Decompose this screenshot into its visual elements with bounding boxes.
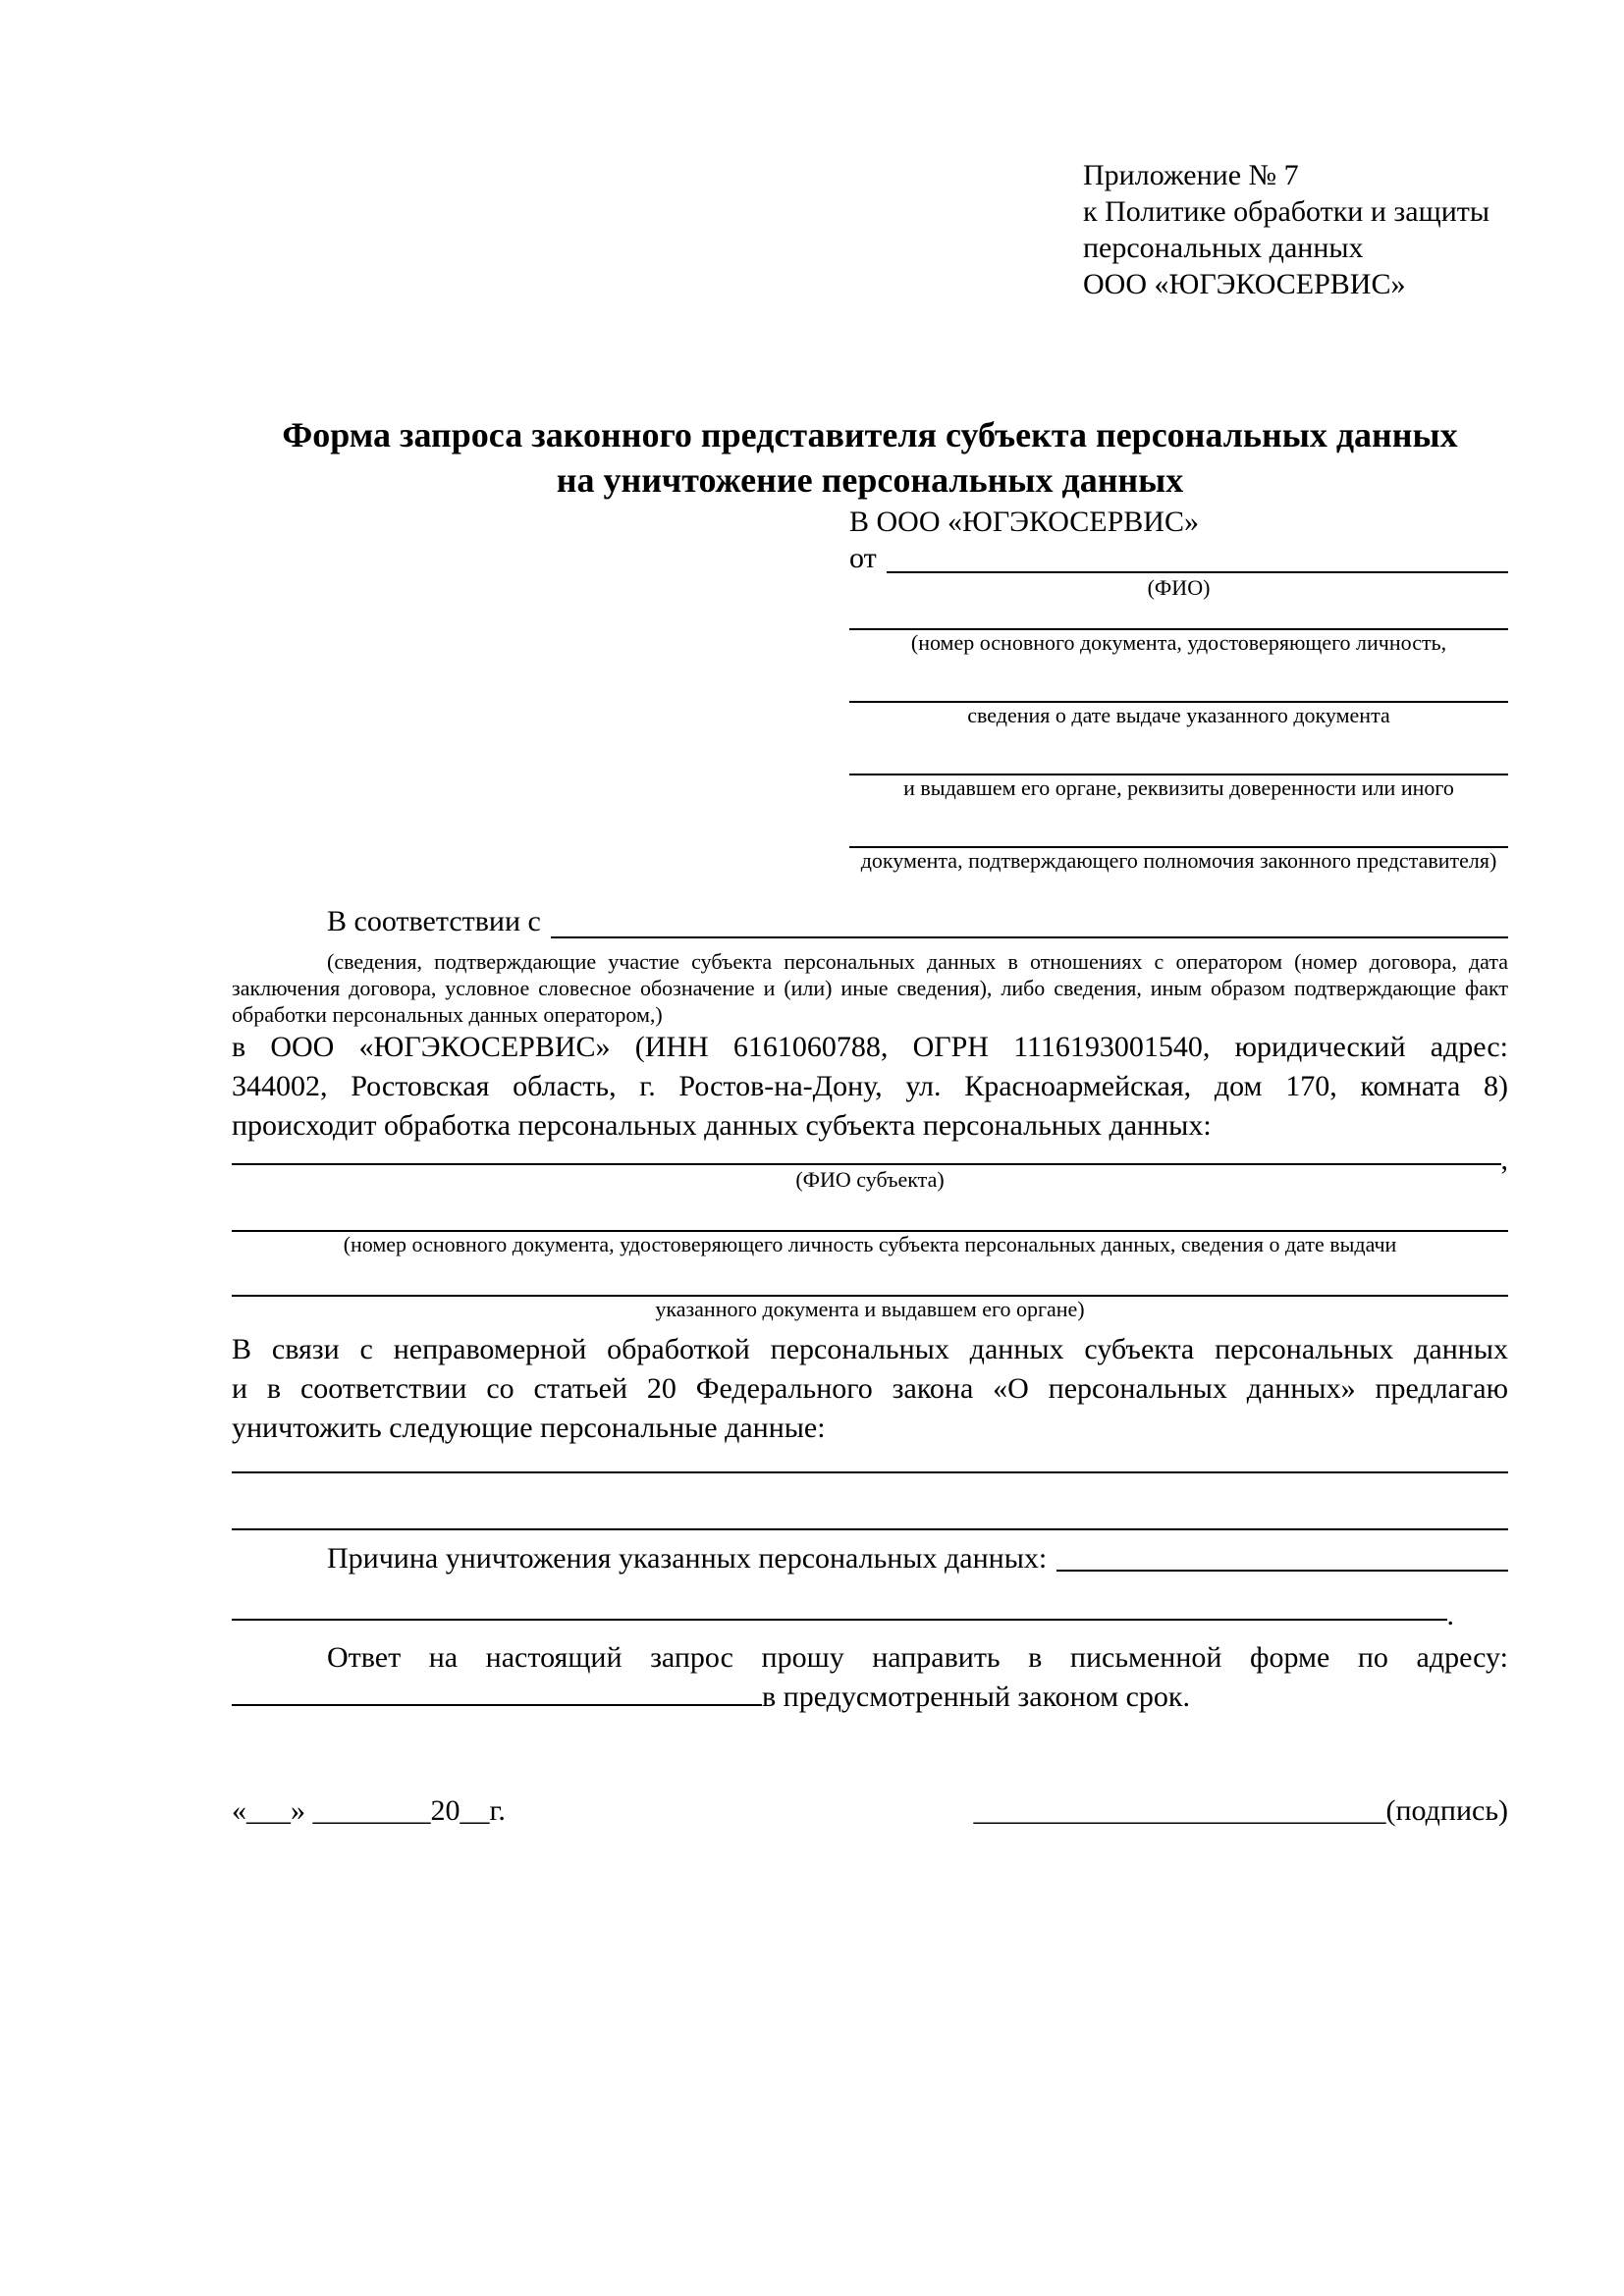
reply-tail: в предусмотренный законом срок. (762, 1681, 1190, 1713)
operator-line: 344002, Ростовская область, г. Ростов-на-Дону, ул. Красноармейская, дом 170, комната 8) (232, 1070, 1508, 1102)
reply-paragraph (232, 1638, 1508, 1717)
signature-area (973, 1791, 1508, 1831)
date-field: «___» ________20__г. (232, 1794, 506, 1827)
caption-issue-date: сведения о дате выдаче указанного документа (967, 703, 1390, 727)
addressee-block (849, 503, 1508, 874)
signature-row (232, 1791, 1508, 1831)
title-line: на уничтожение персональных данных (556, 460, 1184, 500)
accordance-lead: В соответствии с (327, 905, 541, 937)
operator-paragraph (232, 1028, 1508, 1146)
caption-issuing-authority: и выдавшем его органе, реквизиты доверенности или иного (903, 775, 1454, 800)
comma: , (1500, 1144, 1508, 1176)
reason-continuation-row (232, 1599, 1454, 1631)
fineprint-line: (сведения, подтверждающие участие субъекта персональных данных в отношениях с оператором (номер договора, дата (327, 949, 1508, 974)
signature-blank-field: ____________________________ (973, 1794, 1386, 1827)
signature-caption: (подпись) (1385, 1794, 1508, 1827)
caption-fio: (ФИО) (1147, 575, 1211, 600)
from-row (849, 542, 1508, 575)
fineprint-line: заключения договора, условное словесное обозначение и (или) иные сведения), либо сведения, иным образом подтверждающие факт (232, 976, 1508, 1000)
demand-line: и в соответствии со статьей 20 Федерального закона «О персональных данных» предлагаю (232, 1372, 1508, 1405)
subject-fio-row (232, 1144, 1508, 1176)
operator-line: в ООО «ЮГЭКОСЕРВИС» (ИНН 6161060788, ОГРН 1116193001540, юридический адрес: (232, 1031, 1508, 1063)
accordance-blank-field (551, 936, 1508, 938)
data-to-destroy-blank-field (232, 1528, 1508, 1530)
reason-lead: Причина уничтожения указанных персональных данных: (327, 1542, 1048, 1575)
reason-row (232, 1544, 1508, 1574)
appendix-line: персональных данных (1083, 232, 1364, 264)
period: . (1446, 1599, 1454, 1631)
reply-address-blank-field (232, 1680, 762, 1706)
appendix-line: к Политике обработки и защиты (1083, 195, 1490, 228)
demand-line: уничтожить следующие персональные данные: (232, 1412, 826, 1444)
reply-line: Ответ на настоящий запрос прошу направить в письменной форме по адресу: (327, 1641, 1508, 1674)
caption-document-number: (номер основного документа, удостоверяющего личность, (910, 630, 1447, 655)
accordance-row (232, 903, 1508, 940)
caption-subject-document: (номер основного документа, удостоверяющего личность субъекта персональных данных, сведения о дате выдачи (343, 1232, 1397, 1256)
appendix-line: ООО «ЮГЭКОСЕРВИС» (1083, 268, 1406, 300)
title-line: Форма запроса законного представителя субъекта персональных данных (282, 415, 1458, 454)
addressee-organization: В ООО «ЮГЭКОСЕРВИС» (849, 506, 1199, 538)
caption-subject-fio: (ФИО субъекта) (795, 1167, 945, 1192)
fineprint-note (232, 948, 1508, 1028)
appendix-line: Приложение № 7 (1083, 159, 1299, 191)
reply-line (232, 1678, 1508, 1717)
fineprint-line: обработки персональных данных оператором,) (232, 1002, 663, 1027)
demand-line: В связи с неправомерной обработкой персональных данных субъекта персональных данных (232, 1333, 1508, 1365)
data-to-destroy-blank-field (232, 1471, 1508, 1473)
demand-paragraph (232, 1330, 1508, 1448)
reason-continuation-blank-field (232, 1619, 1447, 1621)
from-label: от (849, 542, 877, 574)
subject-fio-blank-field (232, 1163, 1501, 1165)
document-title (232, 412, 1508, 503)
appendix-header (1083, 157, 1508, 302)
caption-representative-authority: документа, подтверждающего полномочия законного представителя) (860, 848, 1497, 873)
from-blank-field (887, 571, 1508, 573)
operator-line: происходит обработка персональных данных субъекта персональных данных: (232, 1109, 1212, 1142)
caption-subject-document-authority: указанного документа и выдавшем его органе) (655, 1297, 1085, 1321)
reason-blank-field (1056, 1570, 1508, 1572)
